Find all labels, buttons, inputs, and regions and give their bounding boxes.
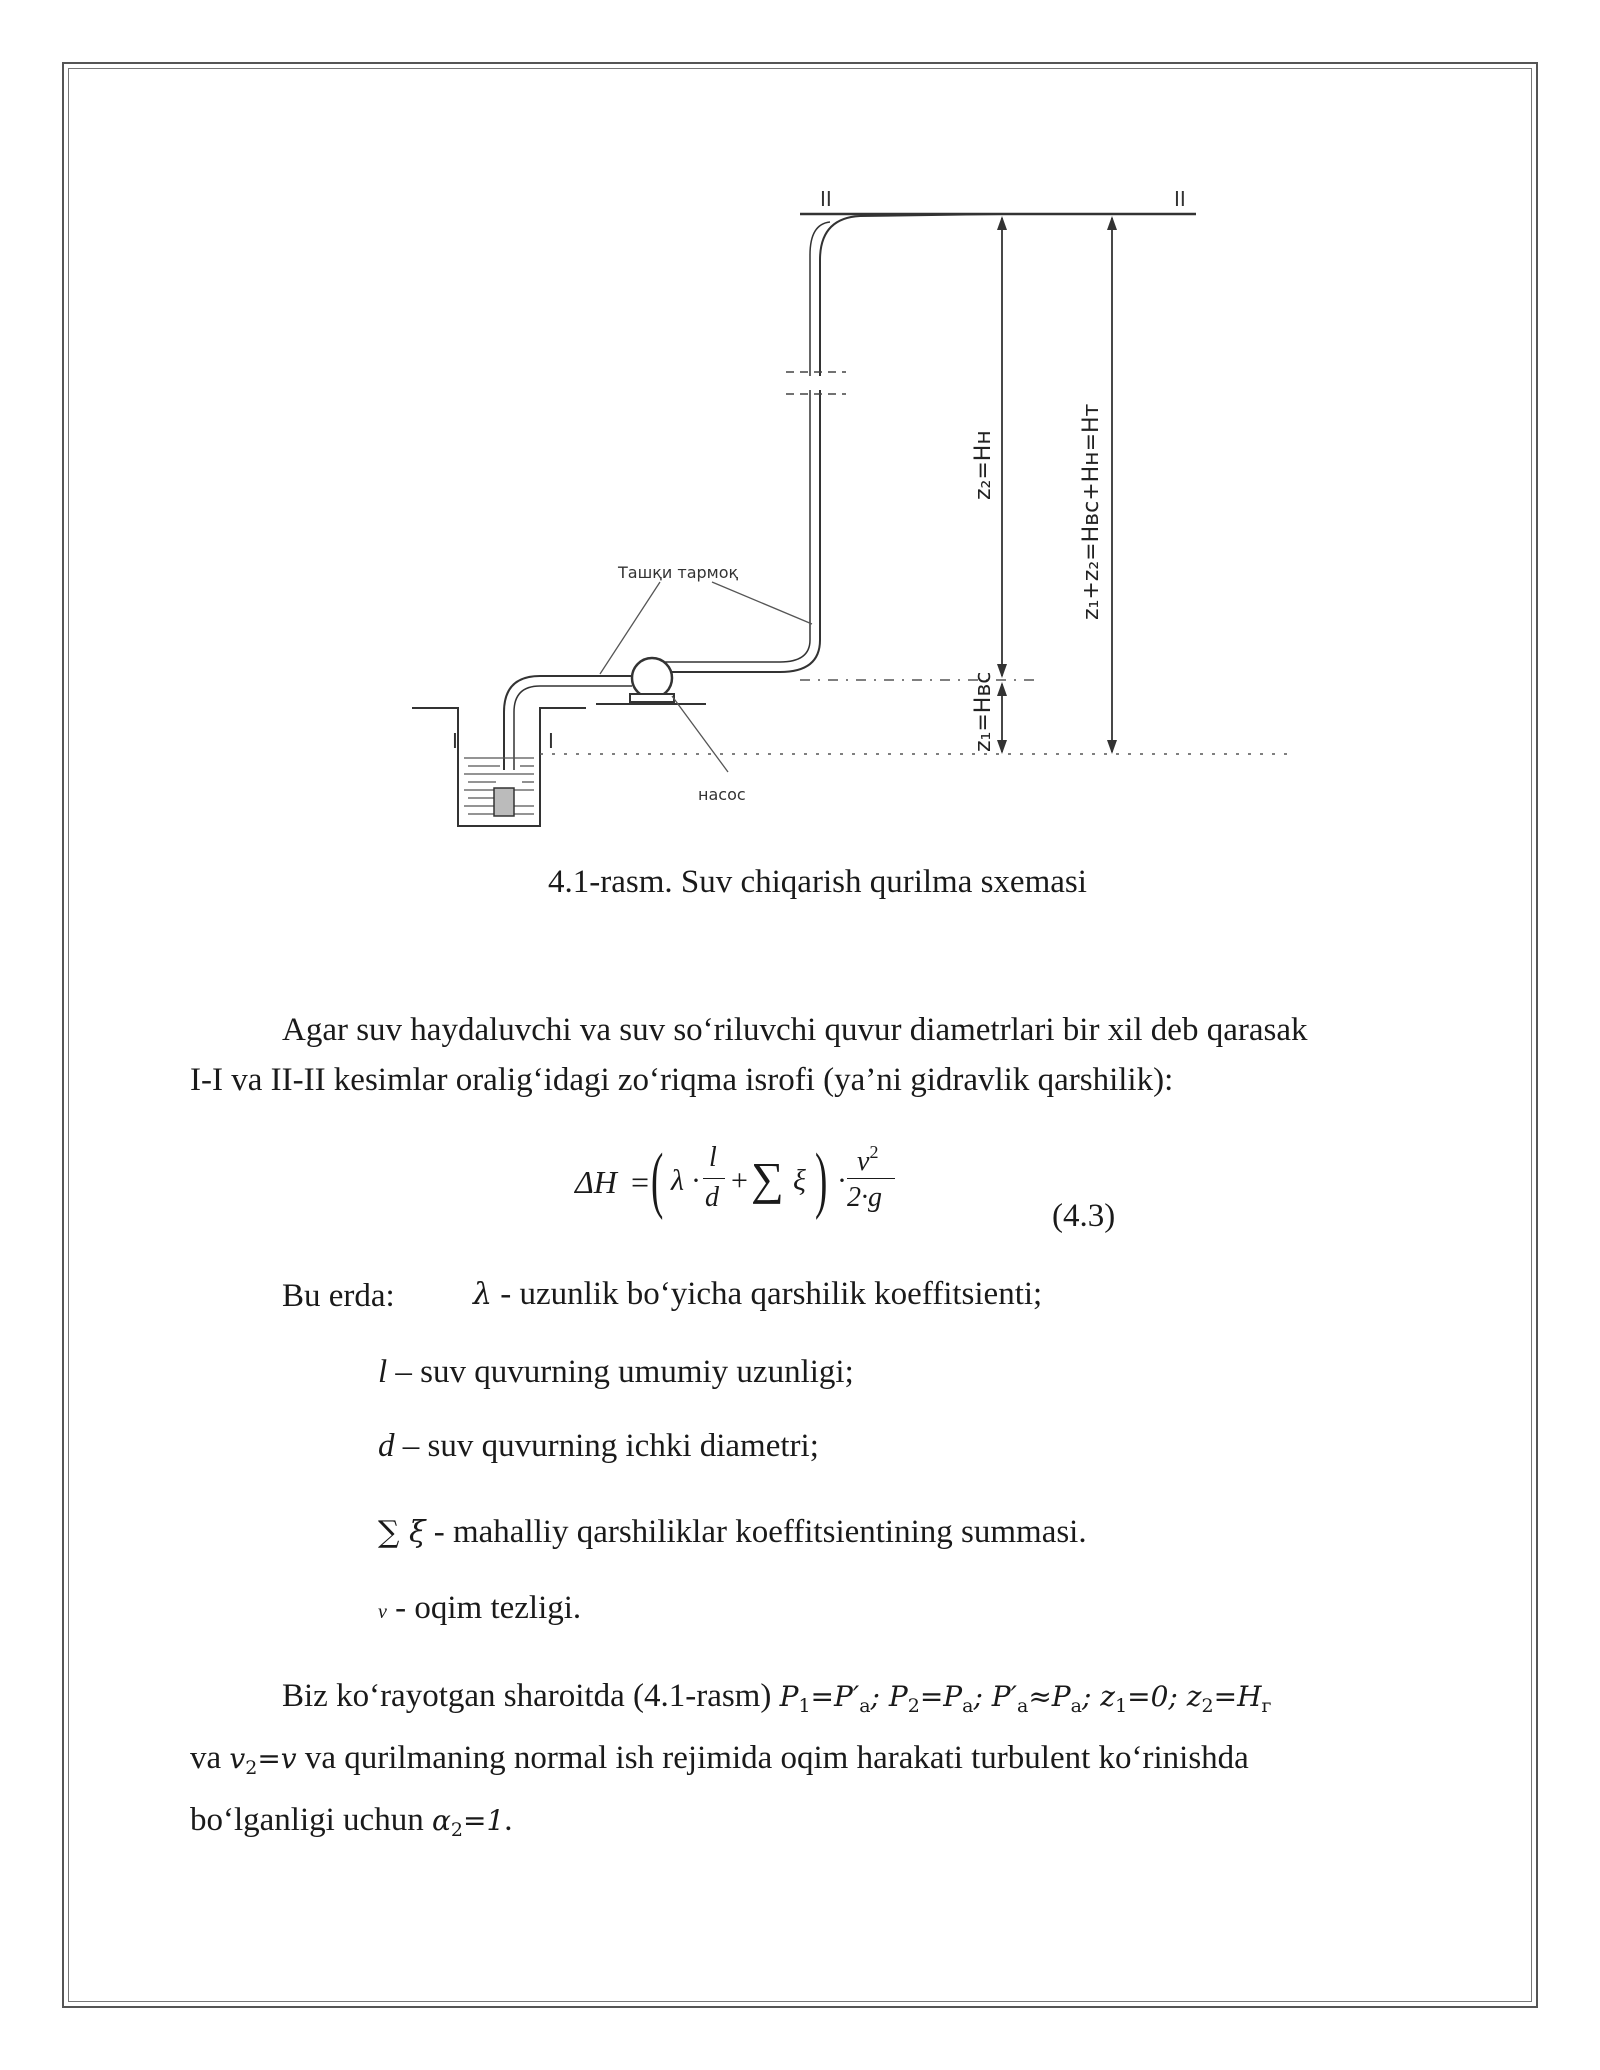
sum-symbol: ∑ ξ — [378, 1515, 426, 1550]
lambda-symbol: λ — [473, 1277, 493, 1312]
formula-v: $v^2$ — [857, 1142, 879, 1177]
math-conditions: $P_1=P'_a$; $P_2=P_a$; $P'_a\approx P_a$; $z_1=0$; $z_2=H_г$ — [779, 1680, 1272, 1717]
pump-label: насос — [698, 785, 746, 804]
formula-lhs: ΔH — [575, 1164, 617, 1200]
formula-l: l — [709, 1142, 717, 1173]
formula-lambda: λ — [671, 1164, 684, 1197]
definitions-intro: Bu erda: — [282, 1278, 395, 1314]
section-II-right-label: II — [1174, 187, 1186, 211]
formula-dot-2: · — [837, 1164, 847, 1197]
definition-d — [378, 1430, 819, 1463]
paragraph-2-line3: bo‘lganligi uchun — [190, 1802, 432, 1838]
formula-d: d — [705, 1182, 719, 1213]
paragraph-2-mid: va qurilmaning normal ish rejimida oqim harakati turbulent ko‘rinishda — [296, 1740, 1249, 1776]
arrow-up-icon — [997, 216, 1007, 230]
paragraph-1-line-1: Agar suv haydaluvchi va suv so‘riluvchi quvur diametrlari bir xil deb qarasak — [282, 1012, 1308, 1048]
pump-icon — [632, 658, 672, 698]
dim-total-label: z₁+z₂=Hвс+Hн=Hт — [1079, 403, 1104, 620]
formula-fraction-bar — [703, 1178, 725, 1179]
paragraph-2-line-2 — [190, 1742, 1249, 1778]
l-text: – suv quvurning umumiy uzunligi; — [387, 1354, 854, 1390]
discharge-pipe-wall-outer — [820, 214, 1000, 640]
formula-fraction-bar-2 — [847, 1178, 895, 1179]
definition-v — [378, 1592, 581, 1625]
discharge-pipe-bend — [660, 640, 820, 672]
v-text: - oqim tezligi. — [386, 1590, 582, 1626]
paragraph-2-va: va — [190, 1740, 230, 1776]
arrow-up-icon — [997, 682, 1007, 696]
discharge-pipe-bend-inner — [660, 640, 810, 662]
formula-left-paren: ( — [651, 1139, 664, 1221]
math-v2: $v_2=v$ — [229, 1742, 297, 1779]
sum-text: - mahalliy qarshiliklar koeffitsientining summasi. — [425, 1514, 1087, 1550]
pipe-break-gap — [804, 376, 826, 390]
formula-equals: = — [631, 1164, 650, 1200]
formula-4-3 — [575, 1130, 915, 1240]
section-I-left-label: I — [452, 729, 458, 753]
paragraph-2-line-3 — [190, 1804, 513, 1840]
dim-z1-label: z₁=Hвс — [971, 671, 996, 752]
formula-right-paren: ) — [815, 1139, 828, 1221]
dim-z2-label: z₂=Hн — [971, 430, 996, 500]
definition-sum — [378, 1516, 1087, 1549]
definition-l — [378, 1356, 854, 1389]
water-supply-diagram — [0, 0, 1600, 900]
figure-caption: 4.1-rasm. Suv chiqarish qurilma sxemasi — [548, 864, 1087, 900]
formula-sum: ∑ — [751, 1153, 784, 1204]
section-I-right-label: I — [548, 729, 554, 753]
paragraph-1-line-2: I-I va II-II kesimlar oralig‘idagi zo‘riqma isrofi (ya’ni gidravlik qarshilik): — [190, 1062, 1174, 1098]
paragraph-2-line-1 — [282, 1680, 1271, 1716]
definition-lambda — [473, 1278, 1042, 1311]
lambda-text: - uzunlik bo‘yicha qarshilik koeffitsienti; — [492, 1276, 1043, 1312]
paragraph-2-end: . — [504, 1802, 513, 1838]
pump-leader — [672, 696, 728, 772]
d-text: – suv quvurning ichki diametri; — [394, 1428, 819, 1464]
section-II-left-label: II — [820, 187, 832, 211]
suction-strainer — [494, 788, 514, 816]
arrow-down-icon — [997, 740, 1007, 754]
d-symbol: d — [378, 1428, 395, 1464]
v-symbol: v — [378, 1601, 387, 1623]
formula-plus: + — [731, 1164, 748, 1197]
math-alpha2: $\alpha_2=1$ — [431, 1804, 505, 1841]
network-label: Ташқи тармоқ — [618, 563, 739, 582]
formula-xi: ξ — [793, 1164, 806, 1197]
pump-base — [630, 694, 674, 702]
paragraph-2-start: Biz ko‘rayotgan sharoitda (4.1-rasm) — [282, 1678, 780, 1714]
arrow-down-icon — [1107, 740, 1117, 754]
formula-denominator: 2·g — [847, 1182, 882, 1213]
formula-number: (4.3) — [1052, 1198, 1116, 1234]
l-symbol: l — [378, 1354, 388, 1390]
arrow-up-icon — [1107, 216, 1117, 230]
formula-dot: · — [691, 1164, 701, 1197]
arrow-down-icon — [997, 664, 1007, 678]
network-leader-2 — [712, 582, 812, 624]
